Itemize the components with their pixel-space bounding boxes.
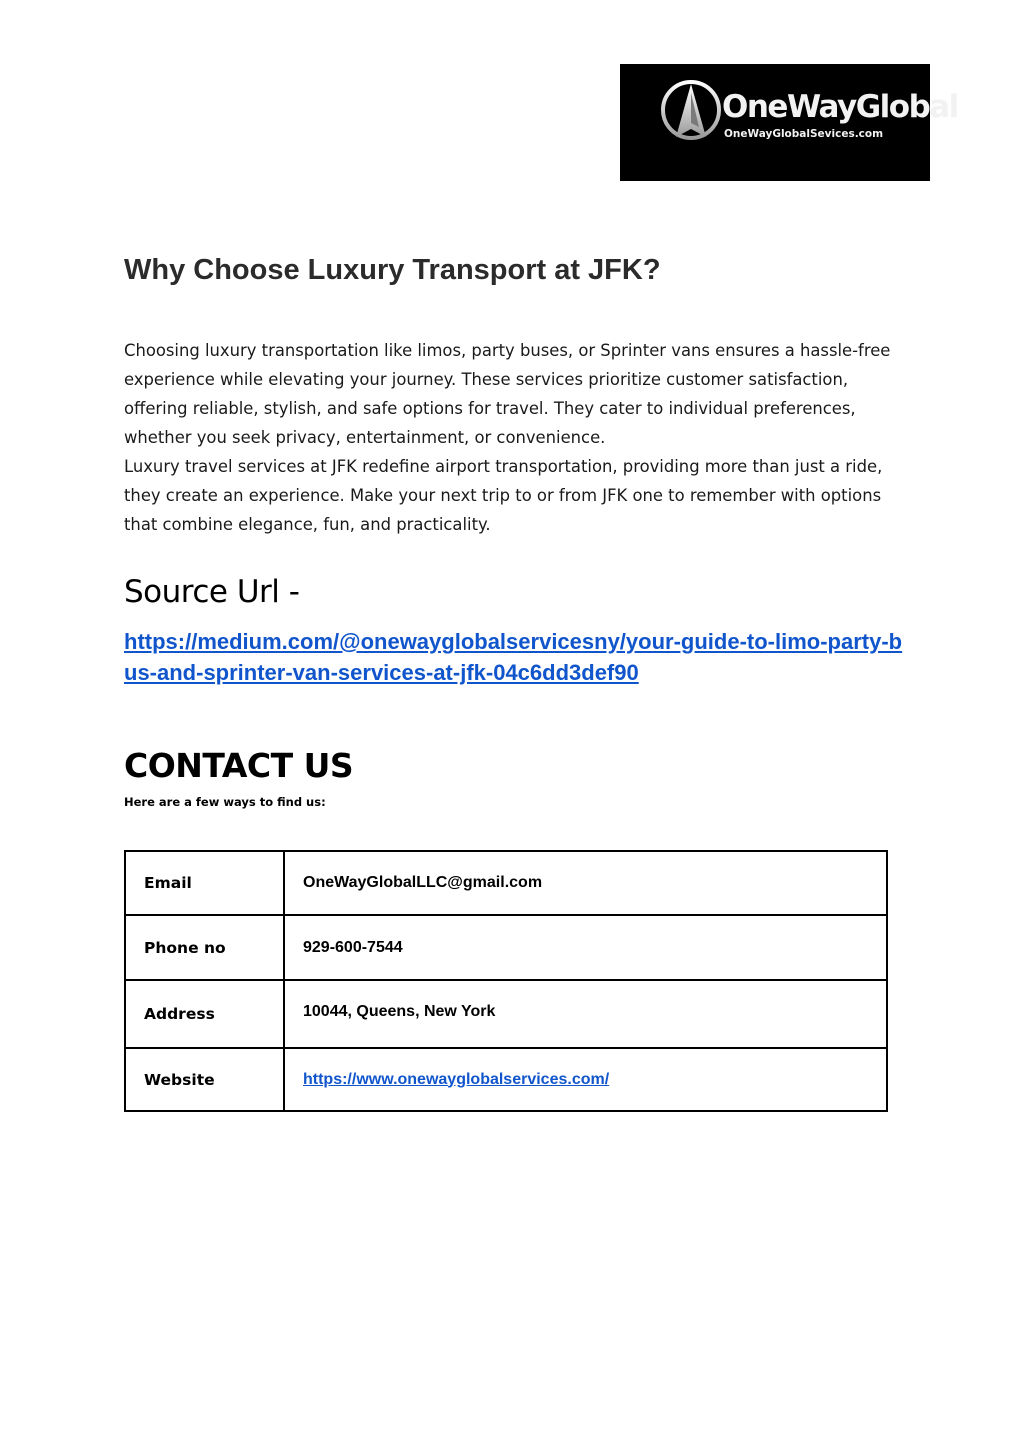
arrow-up-logo-icon	[660, 79, 722, 141]
paragraph: Choosing luxury transportation like limos, party buses, or Sprinter vans ensures a hassle-free experience while elevating your journey. These services prioritize customer satisfaction, offering reliable, stylish, and safe options for travel. They cater to individual preferences, whether you seek privacy, entertainment, or convenience.	[124, 341, 891, 447]
source-heading: Source Url -	[124, 574, 300, 610]
contact-table	[124, 850, 888, 1112]
contact-subtitle: Here are a few ways to find us:	[124, 795, 326, 809]
source-link[interactable]: https://medium.com/@onewayglobalservicesny/your-guide-to-limo-party-bus-and-sprinter-van-services-at-jfk-04c6dd3def90	[124, 629, 903, 685]
section-heading: Why Choose Luxury Transport at JFK?	[124, 254, 661, 286]
website-label: Website	[125, 1048, 284, 1111]
address-label: Address	[125, 980, 284, 1048]
logo	[620, 64, 958, 181]
email-label: Email	[125, 851, 284, 915]
website-cell	[284, 1048, 887, 1111]
logo-domain: OneWayGlobalSevices.com	[724, 128, 884, 140]
phone-value: 929-600-7544	[284, 915, 887, 980]
table-row	[125, 980, 887, 1048]
contact-heading: CONTACT US	[124, 746, 354, 785]
table-row	[125, 1048, 887, 1111]
address-value: 10044, Queens, New York	[284, 980, 887, 1048]
website-link[interactable]: https://www.onewayglobalservices.com/	[303, 1070, 610, 1088]
email-value: OneWayGlobalLLC@gmail.com	[284, 851, 887, 915]
phone-label: Phone no	[125, 915, 284, 980]
table-row	[125, 915, 887, 980]
logo-name: OneWayGlobal	[722, 89, 958, 125]
body-text	[124, 336, 914, 539]
paragraph: Luxury travel services at JFK redefine airport transportation, providing more than just a ride, they create an experience. Make your next trip to or from JFK one to remember with options that combine elegance, fun, and practicality.	[124, 457, 883, 534]
table-row	[125, 851, 887, 915]
